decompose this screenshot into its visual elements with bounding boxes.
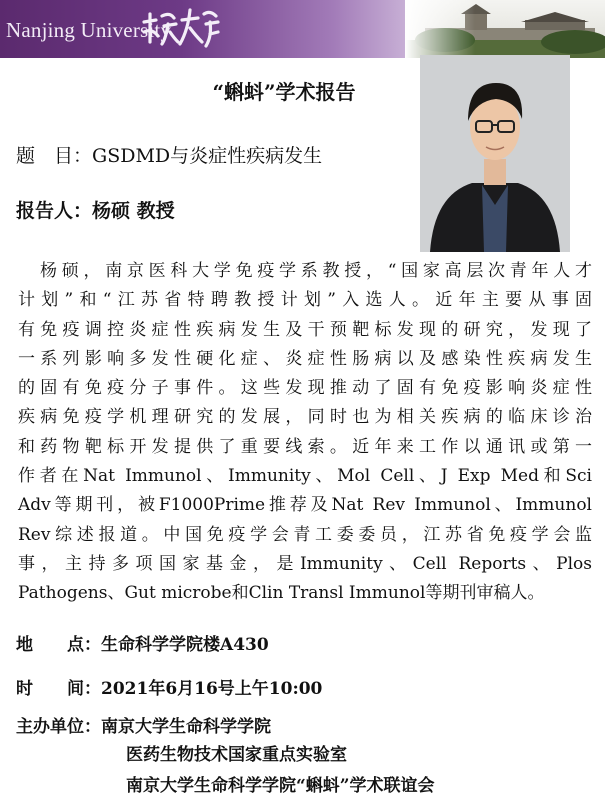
host-label: 主办单位： xyxy=(16,717,101,737)
location-row xyxy=(16,630,269,655)
bio-line: 事，主持多项国家基金，是Immunity、Cell Reports、Plos xyxy=(18,553,592,574)
speaker-portrait xyxy=(420,55,570,252)
bio-line: 作者在Nat Immunol、Immunity、Mol Cell、J Exp Med和Sci xyxy=(18,466,592,487)
host-line: 南京大学生命科学学院“蝌蚪”学术联谊会 xyxy=(126,776,435,796)
university-name: Nanjing University xyxy=(6,18,172,42)
location-text: 生命科学学院楼A430 xyxy=(101,635,269,655)
topic-label: 题 目： xyxy=(16,145,93,167)
location-label: 地 点： xyxy=(16,635,101,655)
bio-line: Adv等期刊，被F1000Prime推荐及Nat Rev Immunol、Immunol xyxy=(18,495,592,516)
topic-row xyxy=(16,141,322,168)
university-calligraphy-logo xyxy=(140,2,220,56)
host-line: 医药生物技术国家重点实验室 xyxy=(126,745,347,765)
host-row xyxy=(16,712,271,737)
speaker-name: 杨硕 教授 xyxy=(92,200,175,222)
bio-line: 一系列影响多发性硬化症、炎症性肠病以及感染性疾病发生 xyxy=(18,348,592,369)
speaker-label: 报告人： xyxy=(16,200,93,222)
bio-line: Rev综述报道。中国免疫学会青工委委员，江苏省免疫学会监 xyxy=(18,524,592,545)
speaker-bio xyxy=(18,257,592,609)
header-banner xyxy=(0,0,605,58)
topic-text: GSDMD与炎症性疾病发生 xyxy=(92,145,323,167)
host-line: 南京大学生命科学学院 xyxy=(101,717,271,737)
speaker-row xyxy=(16,196,175,223)
bio-line: 杨硕，南京医科大学免疫学系教授，“国家高层次青年人才 xyxy=(40,261,592,281)
time-text: 2021年6月16号上午10:00 xyxy=(101,679,323,699)
bio-line: 有免疫调控炎症性疾病发生及干预靶标发现的研究，发现了 xyxy=(18,319,592,340)
time-label: 时 间： xyxy=(16,679,101,699)
time-row xyxy=(16,674,322,699)
bio-line: 的固有免疫分子事件。这些发现推动了固有免疫影响炎症性 xyxy=(18,378,592,399)
bio-line: 和药物靶标开发提供了重要线索。近年来工作以通讯或第一 xyxy=(18,436,592,457)
bio-line: 疾病免疫学机理研究的发展，同时也为相关疾病的临床诊治 xyxy=(18,407,592,428)
campus-photo xyxy=(405,0,605,58)
bio-line: Pathogens、Gut microbe和Clin Transl Immunol等期刊审稿人。 xyxy=(18,583,545,604)
bio-line: 计划”和“江苏省特聘教授计划”入选人。近年主要从事固 xyxy=(18,290,592,311)
page-title: “蝌蚪”学术报告 xyxy=(212,80,356,104)
